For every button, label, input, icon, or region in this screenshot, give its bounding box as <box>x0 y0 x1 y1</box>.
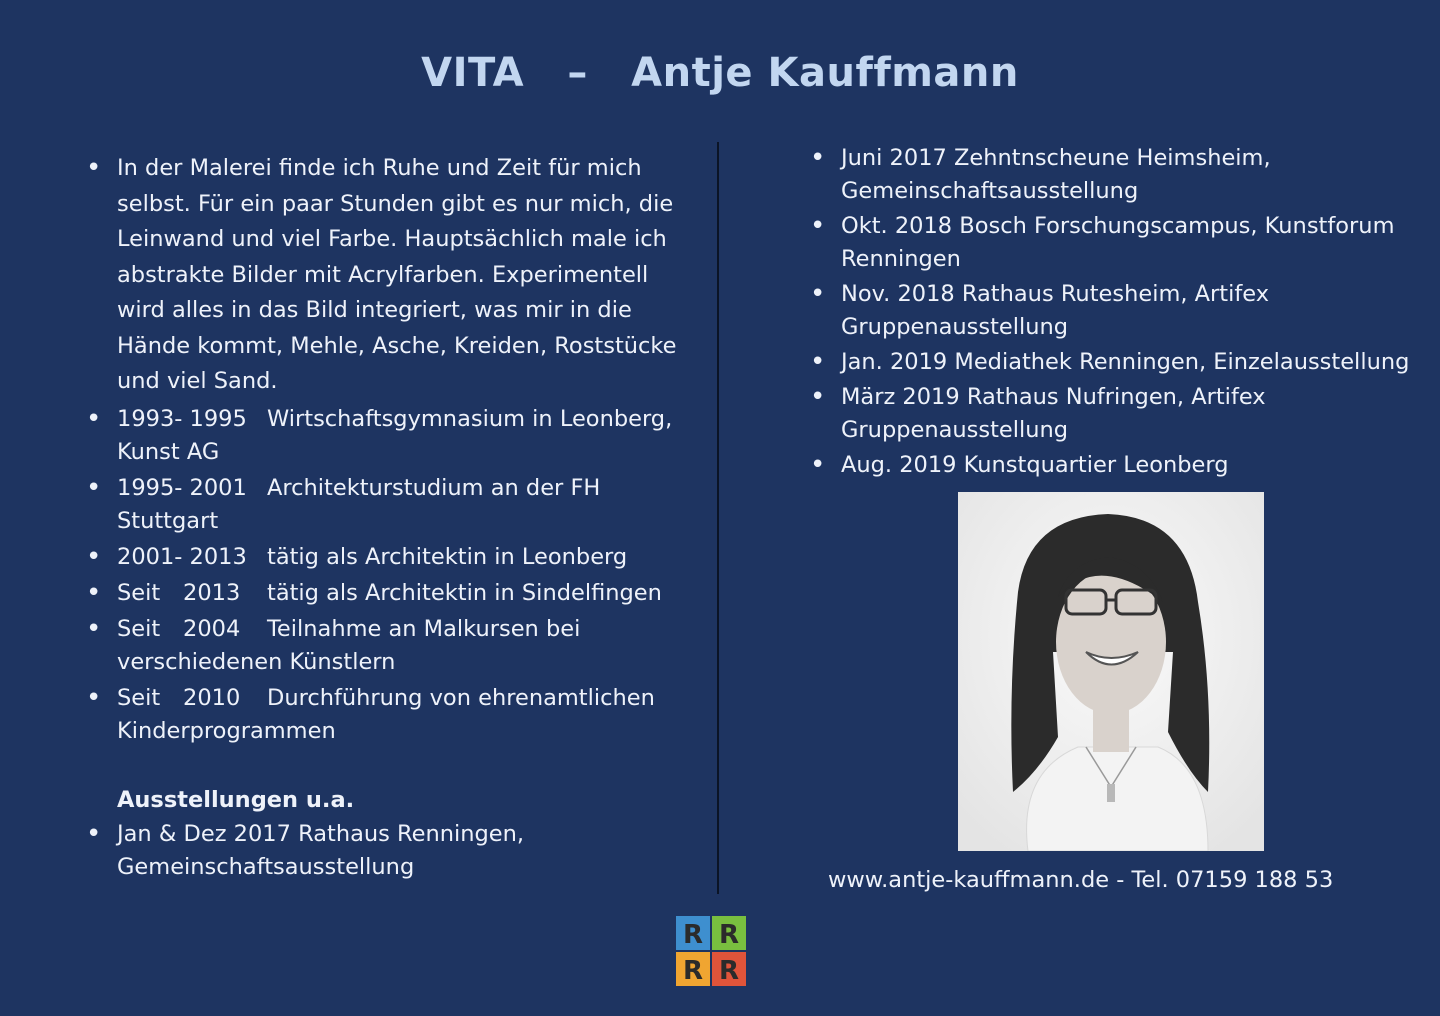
cv-item <box>86 541 686 574</box>
exhibition-item: • Okt. 2018 Bosch Forschungscampus, Kunstforum Renningen <box>810 210 1420 276</box>
cv-text: Architekturstudium an der FH Stuttgart <box>117 474 601 534</box>
cv-text: tätig als Architektin in Sindelfingen <box>267 579 662 606</box>
portrait-photo <box>958 492 1264 851</box>
exhibition-item: • Aug. 2019 Kunstquartier Leonberg <box>810 449 1420 482</box>
intro-list <box>86 151 686 400</box>
right-column <box>810 142 1420 484</box>
exhibitions-list-left <box>86 818 686 884</box>
cv-text: Teilnahme an Malkursen bei verschiedenen Künstlern <box>117 615 581 675</box>
rrrr-logo <box>674 914 748 988</box>
cv-years: 2001- 2013 <box>117 543 247 570</box>
cv-item <box>86 613 686 679</box>
logo-letter: R <box>718 920 740 950</box>
left-column <box>86 151 686 884</box>
exhibitions-list-right <box>810 142 1420 482</box>
cv-year: 2013 <box>183 579 241 606</box>
exhibition-item: • März 2019 Rathaus Nufringen, Artifex Gruppenausstellung <box>810 381 1420 447</box>
cv-label: Seit <box>117 684 161 711</box>
cv-item <box>86 682 686 748</box>
exhibition-item: • Nov. 2018 Rathaus Rutesheim, Artifex Gruppenausstellung <box>810 278 1420 344</box>
column-divider <box>717 142 719 894</box>
cv-list <box>86 403 686 748</box>
cv-item <box>86 577 686 610</box>
cv-text: tätig als Architektin in Leonberg <box>267 543 628 570</box>
logo-letter: R <box>682 956 704 986</box>
exhibition-item: • Jan & Dez 2017 Rathaus Renningen, Gemeinschaftsausstellung <box>86 818 686 884</box>
cv-label: Seit <box>117 579 161 606</box>
intro-text: • In der Malerei finde ich Ruhe und Zeit für mich selbst. Für ein paar Stunden gibt es nur mich, die Leinwand und viel Farbe. Hauptsächlich male ich abstrakte Bilder mit Acrylfarben. Experimentell wird alles in das Bild integriert, was mir in die Hände kommt, Mehle, Asche, Kreiden, Roststücke und viel Sand. <box>86 151 686 400</box>
exhibition-item: • Jan. 2019 Mediathek Renningen, Einzelausstellung <box>810 346 1420 379</box>
cv-year: 2004 <box>183 615 241 642</box>
cv-item <box>86 472 686 538</box>
cv-label: Seit <box>117 615 161 642</box>
exhibition-item: • Juni 2017 Zehntnscheune Heimsheim, Gemeinschaftsausstellung <box>810 142 1420 208</box>
page-title: VITA – Antje Kauffmann <box>421 50 1019 96</box>
cv-text: Durchführung von ehrenamtlichen Kinderprogrammen <box>117 684 655 744</box>
logo-letter: R <box>718 956 740 986</box>
cv-years: 1993- 1995 <box>117 405 247 432</box>
contact-footer: www.antje-kauffmann.de - Tel. 07159 188 53 <box>828 867 1334 893</box>
portrait-illustration <box>958 492 1264 851</box>
logo-graphic <box>674 914 748 988</box>
cv-year: 2010 <box>183 684 241 711</box>
cv-item <box>86 403 686 469</box>
logo-letter: R <box>682 920 704 950</box>
cv-years: 1995- 2001 <box>117 474 247 501</box>
cv-text: Wirtschaftsgymnasium in Leonberg, Kunst AG <box>117 405 673 465</box>
exhibitions-heading: Ausstellungen u.a. <box>117 786 355 813</box>
